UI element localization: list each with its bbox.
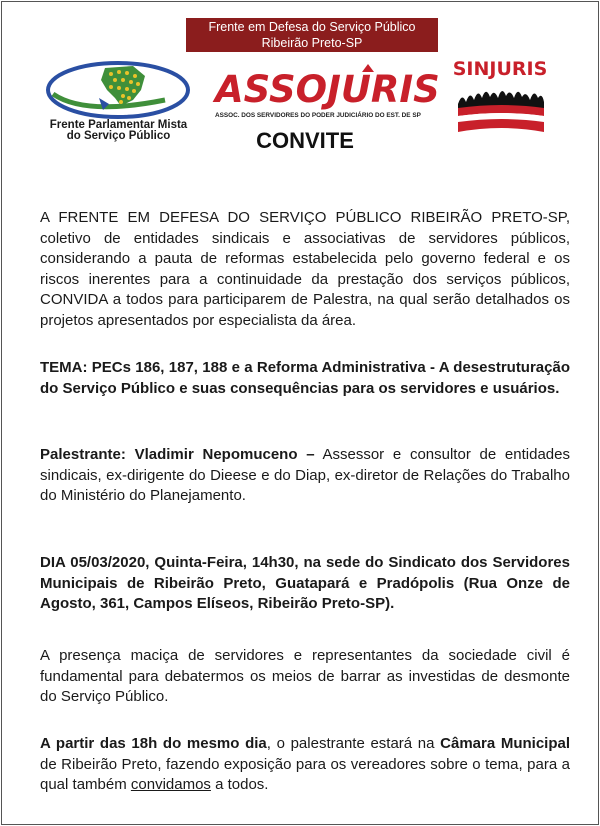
assojuris-logo: [215, 62, 440, 132]
brazil-map-icon: [45, 60, 192, 122]
speaker-bio: Assessor e consultor de entidades sindicais, ex-dirigente do Dieese e do Diap, ex-diretor de Relações do Trabalho do Ministério do Planejamento.: [40, 446, 570, 505]
banner-line-1: Frente em Defesa do Serviço Público: [208, 20, 416, 34]
invite-word: convidamos: [130, 776, 211, 794]
speaker-paragraph: [40, 445, 570, 507]
evening-text-b: de Ribeirão Preto, fazendo exposição para os vereadores sobre o tema, para a qual também: [40, 755, 570, 794]
date-location-paragraph: DIA 05/03/2020, Quinta-Feira, 14h30, na sede do Sindicato dos Servidores Municipais de Ribeirão Preto, Guatapará e Pradópolis (Rua Onze de Agosto, 361, Campos Elíseos, Ribeirão Preto-SP).: [40, 554, 570, 613]
frente-parlamentar-logo: [45, 60, 192, 142]
evening-text-c: a todos.: [210, 776, 269, 794]
banner-line-2: Ribeirão Preto-SP: [261, 36, 363, 50]
evening-place: Câmara Municipal: [440, 735, 570, 752]
fpm-line-1: Frente Parlamentar Mista: [49, 119, 188, 131]
speaker-name: Palestrante: Vladimir Nepomuceno –: [40, 446, 315, 463]
evening-paragraph: [40, 734, 570, 796]
crowd-flag-icon: [452, 82, 548, 142]
page-title: CONVITE: [256, 128, 354, 153]
call-paragraph: A presença maciça de servidores e representantes da sociedade civil é fundamental para debatermos os meios de barrar as investidas de desmonte do Serviço Público.: [40, 647, 570, 706]
evening-text-a: , o palestrante estará na: [266, 735, 441, 752]
sinjuris-logo: [452, 58, 548, 140]
assojuris-title: ASSOJURIS: [215, 68, 440, 111]
fpm-line-2: do Serviço Público: [66, 130, 171, 142]
intro-paragraph: A FRENTE EM DEFESA DO SERVIÇO PÚBLICO RIBEIRÃO PRETO-SP, coletivo de entidades sindicais e associativas de servidores públicos, considerando a pauta de reformas estabelecida pelo governo federal e os riscos inerentes para a continuidade da prestação dos serviços públicos, CONVIDA a todos para participarem de Palestra, na qual serão detalhados os projetos apresentados por especialista da área.: [40, 209, 570, 329]
evening-time: A partir das 18h do mesmo dia: [40, 735, 267, 752]
header-banner: [186, 18, 438, 52]
sinjuris-title: SINJURIS: [452, 58, 548, 80]
assojuris-subtitle: ASSOC. DOS SERVIDORES DO PODER JUDICIÁRIO DO EST. DE SP: [215, 112, 421, 119]
theme-paragraph: TEMA: PECs 186, 187, 188 e a Reforma Administrativa - A desestruturação do Serviço Público e suas consequências para os servidores e usuários.: [40, 359, 570, 397]
